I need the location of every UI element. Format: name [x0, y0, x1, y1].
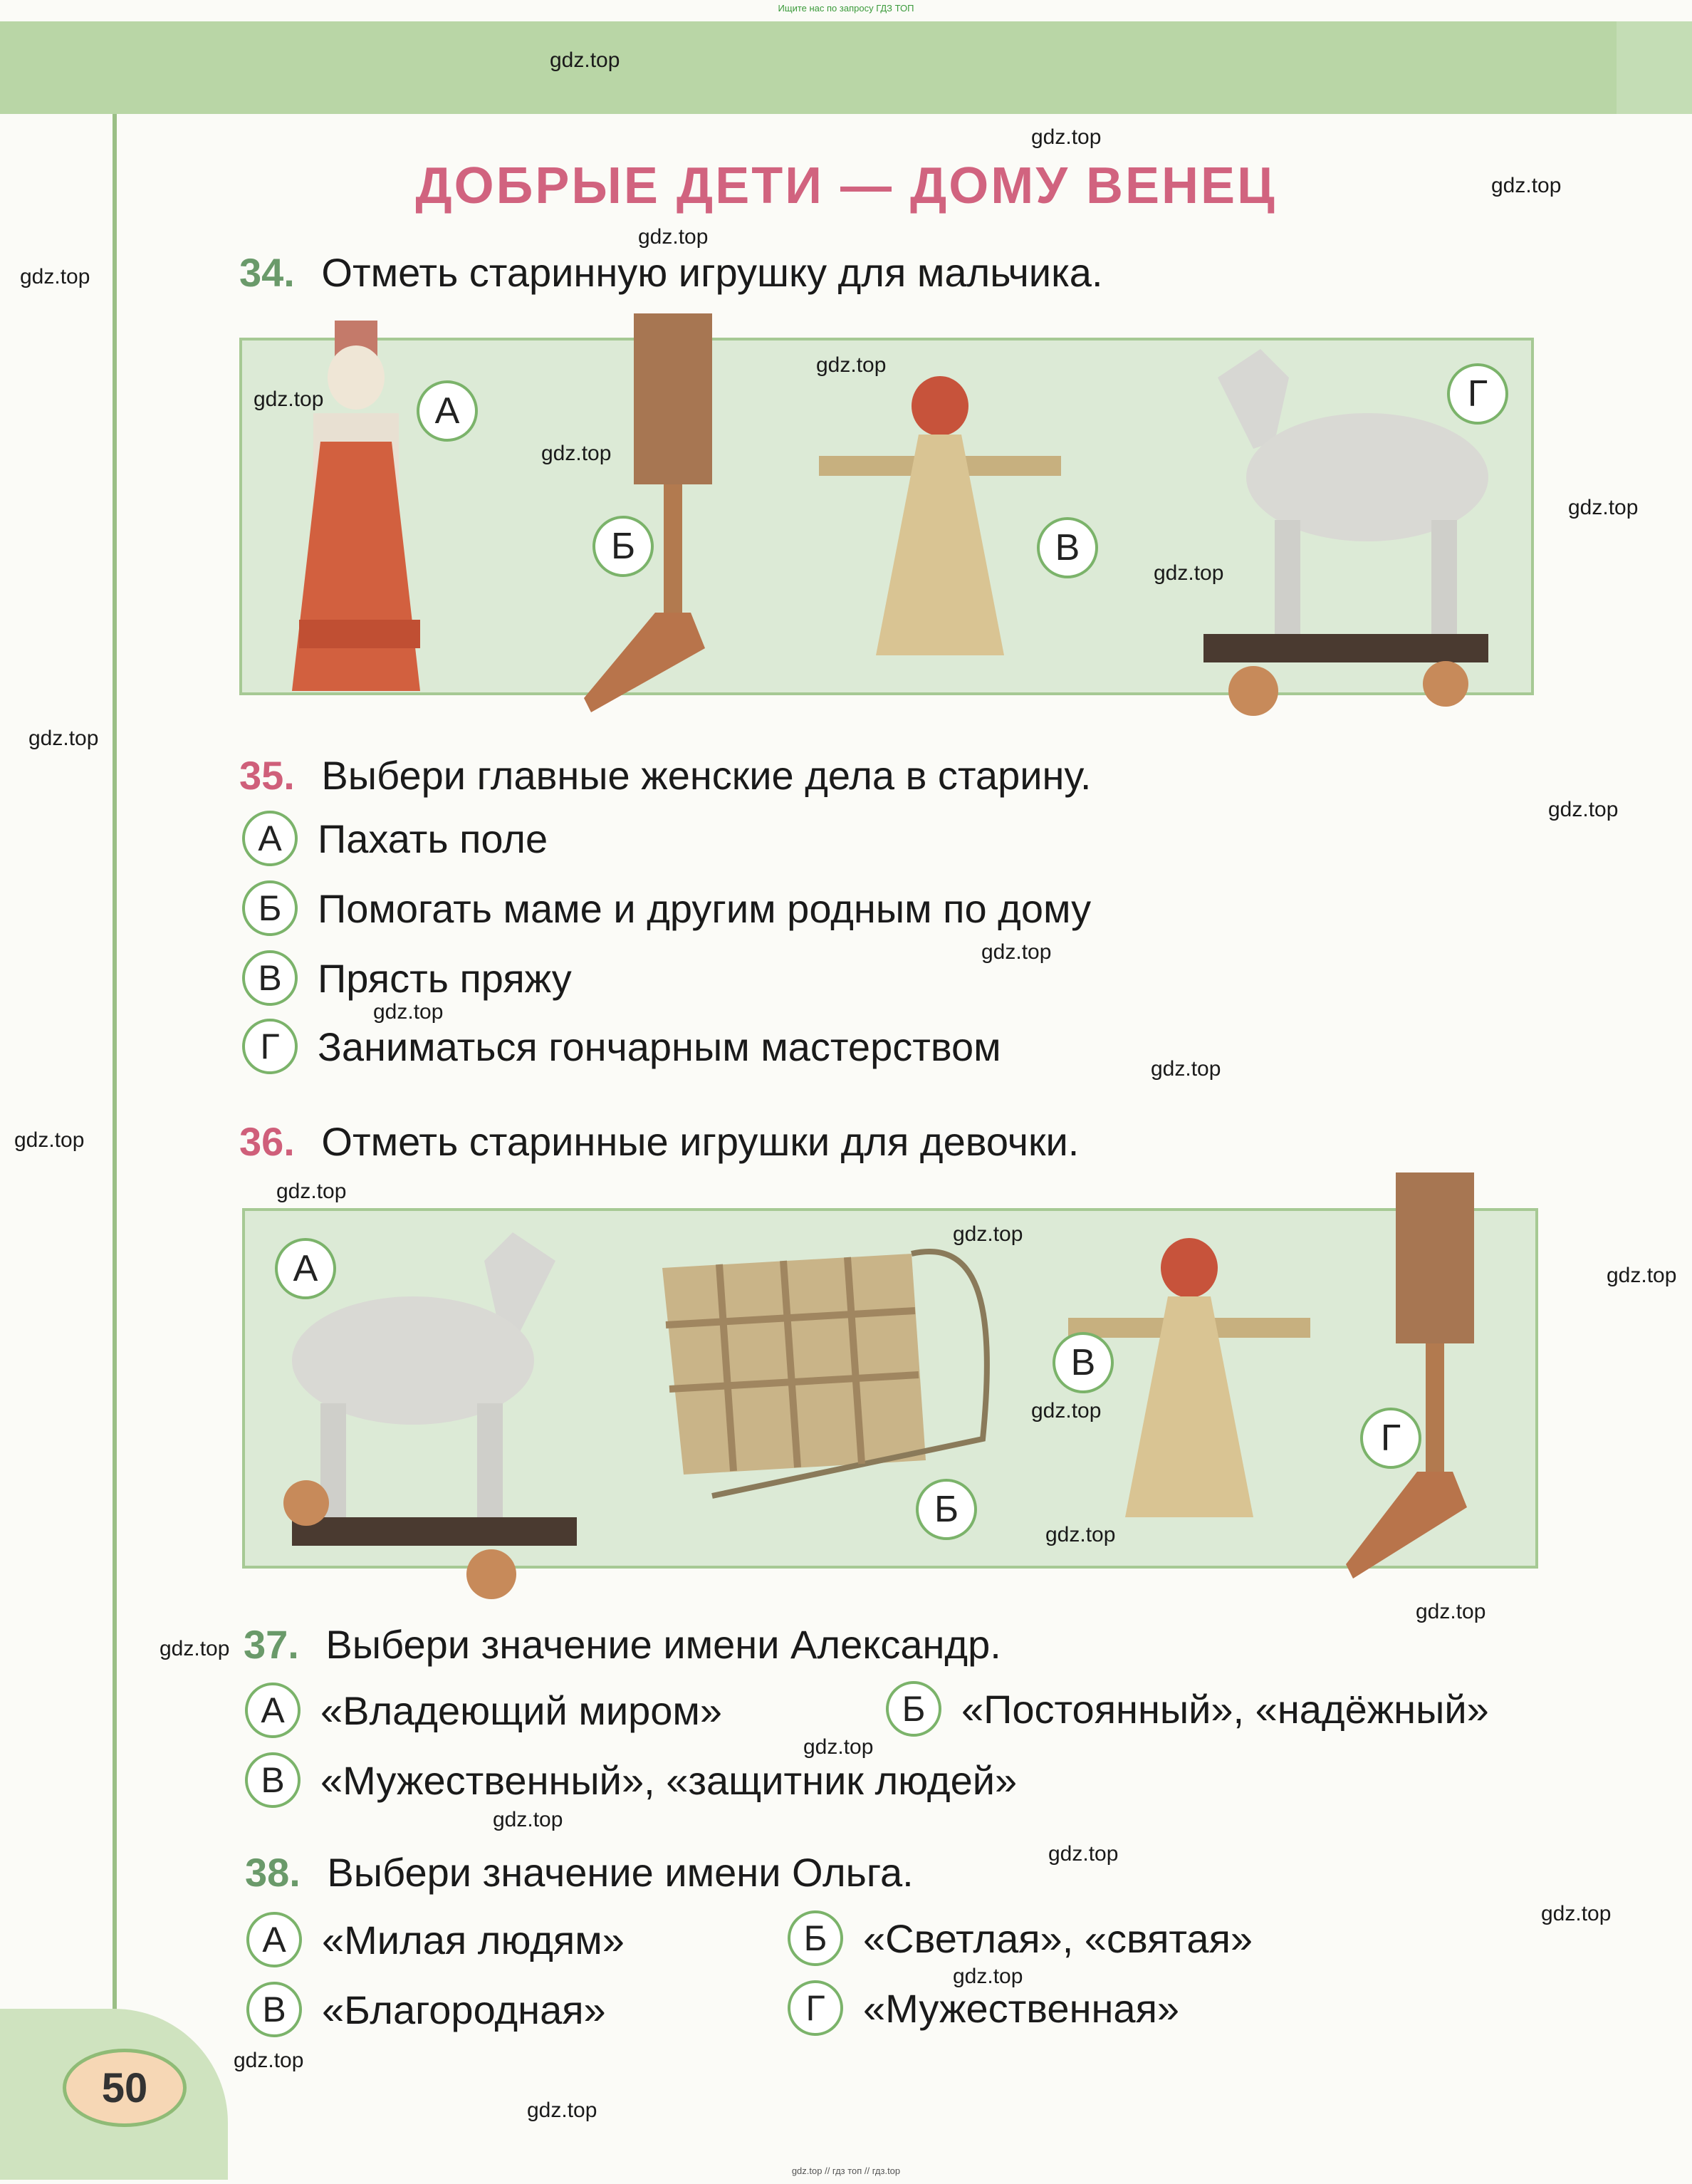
watermark: gdz.top [953, 1965, 1023, 1988]
option-text: Заниматься гончарным мастерством [318, 1024, 1001, 1069]
watermark: gdz.top [276, 1180, 347, 1203]
top-note: Ищите нас по запросу ГДЗ ТОП [778, 3, 914, 14]
q35-option-b[interactable] [242, 880, 1091, 936]
watermark: gdz.top [20, 265, 90, 288]
margin-line [113, 114, 117, 2052]
q37-option-a[interactable] [245, 1683, 722, 1738]
option-text: Пахать поле [318, 816, 548, 861]
option-circle[interactable]: Г [788, 1980, 843, 2036]
option-circle[interactable]: В [246, 1982, 302, 2037]
toy-label-b[interactable]: Б [916, 1479, 977, 1540]
question-number: 35. [239, 753, 295, 798]
toy-label-a[interactable]: А [275, 1238, 336, 1299]
watermark: gdz.top [550, 48, 620, 72]
question-37 [244, 1621, 1001, 1668]
doll-image [278, 321, 434, 705]
question-number: 36. [239, 1119, 295, 1164]
watermark: gdz.top [1151, 1057, 1221, 1081]
watermark: gdz.top [803, 1735, 874, 1759]
q38-option-v[interactable] [246, 1982, 606, 2037]
option-text: «Постоянный», «надёжный» [961, 1686, 1489, 1732]
question-text: Выбери значение имени Александр. [325, 1622, 1001, 1667]
question-number: 38. [245, 1850, 301, 1895]
question-text: Выбери главные женские дела в старину. [321, 753, 1092, 798]
option-text: «Владеющий миром» [320, 1688, 723, 1733]
option-circle[interactable]: Б [886, 1681, 941, 1737]
question-36 [239, 1118, 1079, 1165]
option-text: «Благородная» [322, 1987, 606, 2032]
watermark: gdz.top [1416, 1600, 1486, 1623]
option-text: Помогать маме и другим родным по дому [318, 885, 1092, 931]
watermark: gdz.top [816, 353, 887, 377]
woven-sled-image [655, 1225, 997, 1503]
question-34 [239, 249, 1103, 296]
question-text: Выбери значение имени Ольга. [327, 1850, 914, 1895]
watermark: gdz.top [373, 1000, 444, 1024]
watermark: gdz.top [234, 2049, 304, 2072]
watermark: gdz.top [1568, 496, 1639, 519]
watermark: gdz.top [953, 1222, 1023, 1246]
toy-label-g[interactable]: Г [1447, 363, 1508, 425]
shovel-image [1346, 1172, 1517, 1586]
watermark: gdz.top [1541, 1902, 1612, 1925]
q38-option-a[interactable] [246, 1912, 625, 1967]
page-number: 50 [63, 2049, 187, 2127]
watermark: gdz.top [254, 388, 324, 411]
option-text: «Милая людям» [322, 1917, 625, 1962]
option-text: «Светлая», «святая» [863, 1915, 1253, 1961]
q35-option-a[interactable] [242, 811, 548, 866]
toy-label-a[interactable]: А [417, 380, 478, 442]
question-35 [239, 752, 1091, 799]
bottom-note: gdz.top // гдз топ // гдз.top [791, 2165, 901, 2176]
option-text: «Мужественный», «защитник людей» [320, 1757, 1018, 1803]
straw-doll-image [819, 370, 1061, 662]
watermark: gdz.top [1607, 1264, 1677, 1287]
toy-label-g[interactable]: Г [1360, 1408, 1421, 1469]
watermark: gdz.top [1031, 1399, 1102, 1423]
option-circle[interactable]: В [242, 950, 298, 1006]
question-number: 34. [239, 250, 295, 295]
watermark: gdz.top [1548, 798, 1619, 821]
q37-option-v[interactable] [245, 1752, 1017, 1808]
option-text: «Мужественная» [863, 1985, 1180, 2031]
toy-label-v[interactable]: В [1037, 517, 1098, 578]
question-38 [245, 1849, 914, 1896]
option-circle[interactable]: Б [242, 880, 298, 936]
page-title: ДОБРЫЕ ДЕТИ — ДОМУ ВЕНЕЦ [415, 157, 1277, 214]
watermark: gdz.top [527, 2099, 597, 2122]
watermark: gdz.top [981, 940, 1052, 964]
option-circle[interactable]: А [246, 1912, 302, 1967]
watermark: gdz.top [1048, 1842, 1119, 1866]
q35-option-v[interactable] [242, 950, 572, 1006]
top-band-inner [0, 21, 1617, 114]
option-circle[interactable]: А [242, 811, 298, 866]
watermark: gdz.top [1031, 125, 1102, 149]
watermark: gdz.top [14, 1128, 85, 1152]
watermark: gdz.top [541, 442, 612, 465]
option-circle[interactable]: А [245, 1683, 301, 1738]
watermark: gdz.top [28, 727, 99, 750]
option-circle[interactable]: В [245, 1752, 301, 1808]
q37-option-b[interactable] [886, 1681, 1489, 1737]
watermark: gdz.top [1491, 174, 1562, 197]
toy-label-b[interactable]: Б [592, 516, 654, 577]
q35-option-g[interactable] [242, 1019, 1001, 1074]
toy-label-v[interactable]: В [1053, 1332, 1114, 1393]
question-text: Отметь старинные игрушки для девочки. [321, 1119, 1080, 1164]
shovel-image [584, 313, 755, 719]
watermark: gdz.top [638, 225, 709, 249]
q38-option-b[interactable] [788, 1910, 1253, 1966]
watermark: gdz.top [160, 1637, 230, 1660]
watermark: gdz.top [493, 1808, 563, 1831]
question-number: 37. [244, 1622, 299, 1667]
watermark: gdz.top [1045, 1523, 1116, 1546]
option-circle[interactable]: Б [788, 1910, 843, 1966]
option-circle[interactable]: Г [242, 1019, 298, 1074]
option-text: Прясть пряжу [318, 955, 572, 1001]
watermark: gdz.top [1154, 561, 1224, 585]
question-text: Отметь старинную игрушку для мальчика. [321, 250, 1103, 295]
